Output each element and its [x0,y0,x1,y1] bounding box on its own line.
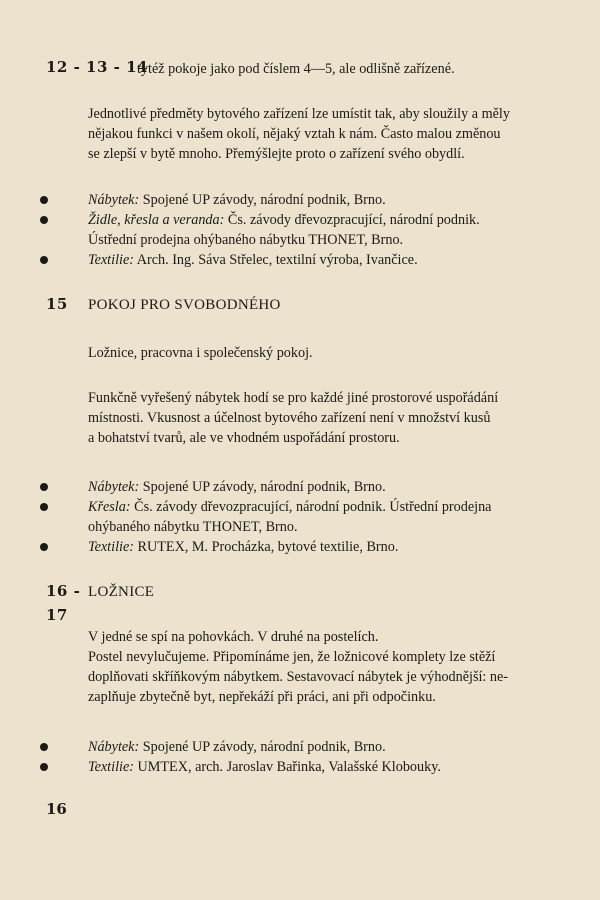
item-label: Křesla: [88,499,131,515]
item-label: Textilie: [88,759,134,775]
list-item [88,737,572,757]
list-item [88,757,572,777]
bullet-icon [40,483,48,491]
paragraph-line: Funkčně vyřešený nábytek hodí se pro každé jiné prostorové uspořádání [88,390,499,406]
paragraph-line: V jedné se spí na pohovkách. V druhé na postelích. [88,629,379,645]
item-label: Nábytek: [88,192,140,208]
list-item [88,190,572,210]
item-text: ohýbaného nábytku THONET, Brno. [88,519,298,535]
list-item [88,210,572,250]
section-number-12-14: 12 - 13 - 14 [46,58,148,76]
item-text: Spojené UP závody, národní podnik, Brno. [142,739,386,755]
section-15-paragraph [88,388,572,448]
page-number: 16 [46,800,67,818]
bullet-icon [40,216,48,224]
paragraph-line: Postel nevylučujeme. Připomínáme jen, že ložnicové komplety lze stěží [88,649,496,665]
item-text: Arch. Ing. Sáva Střelec, textilní výroba, Ivančice. [136,252,418,268]
paragraph-line: nějakou funkci v našem okolí, nějaký vztah k nám. Často malou změnou [88,126,501,142]
section-15-heading: POKOJ PRO SVOBODNÉHO [88,297,281,313]
section-number-15: 15 [46,295,68,313]
list-item [88,497,572,537]
list-item [88,250,572,270]
item-label: Textilie: [88,252,134,268]
item-label: Textilie: [88,539,134,555]
item-label: Nábytek: [88,479,140,495]
item-text: RUTEX, M. Procházka, bytové textilie, Brno. [137,539,399,555]
item-text: Čs. závody dřevozpracující, národní podnik. Ústřední prodejna [134,499,492,515]
item-text: Ústřední prodejna ohýbaného nábytku THONET, Brno. [88,232,404,248]
paragraph-line: doplňovati skříňkovým nábytkem. Sestavovací nábytek je výhodnější: ne- [88,669,509,685]
item-text: Spojené UP závody, národní podnik, Brno. [142,192,386,208]
section-12-14-intro: tytéž pokoje jako pod číslem 4—5, ale odlišně zařízené. [137,61,455,77]
section-12-14-paragraph [88,104,572,164]
item-label: Nábytek: [88,739,140,755]
list-item [88,537,572,557]
item-text: Čs. závody dřevozpracující, národní podnik. [227,212,480,228]
bullet-icon [40,743,48,751]
bullet-icon [40,256,48,264]
item-text: Spojené UP závody, národní podnik, Brno. [142,479,386,495]
bullet-icon [40,763,48,771]
item-label: Židle, křesla a veranda: [88,212,225,228]
section-16-17-heading: LOŽNICE [88,584,155,600]
paragraph-line: Jednotlivé předměty bytového zařízení lze umístit tak, aby sloužily a měly [88,106,510,122]
bullet-icon [40,503,48,511]
section-number-17: 17 [46,606,68,624]
section-16-17-paragraph [88,627,572,707]
paragraph-line: a bohatství tvarů, ale ve vhodném uspořádání prostoru. [88,430,400,446]
paragraph-line: místnosti. Vkusnost a účelnost bytového zařízení není v množství kusů [88,410,491,426]
section-number-16: 16 - [46,582,81,600]
bullet-icon [40,543,48,551]
bullet-icon [40,196,48,204]
paragraph-line: se zlepší v bytě mnoho. Přemýšlejte proto o zařízení svého obydlí. [88,146,465,162]
list-item [88,477,572,497]
paragraph-line: zaplňuje zbytečně byt, nepřekáží při práci, ani při odpočinku. [88,689,436,705]
section-15-subtitle: Ložnice, pracovna i společenský pokoj. [88,345,313,361]
item-text: UMTEX, arch. Jaroslav Bařinka, Valašské Klobouky. [137,759,441,775]
